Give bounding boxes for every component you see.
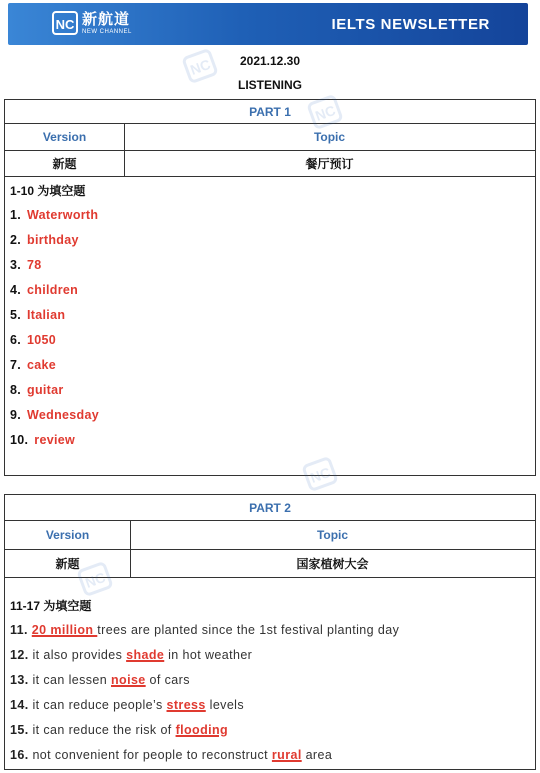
newsletter-title: IELTS NEWSLETTER <box>331 16 490 33</box>
sentence-item: 12. it also provides shade in hot weather <box>10 648 253 662</box>
answer-item: 4. children <box>10 283 79 297</box>
sentence-item: 15. it can reduce the risk of flooding <box>10 723 229 737</box>
part1-version-header: Version <box>42 130 87 144</box>
watermark-logo: NC <box>306 94 344 131</box>
answer-item: 6. 1050 <box>10 333 57 347</box>
sentence-item: 11. 20 million trees are planted since the 1st festival planting day <box>10 623 400 637</box>
sentence-item: 13. it can lessen noise of cars <box>10 673 190 687</box>
part2-title: PART 2 <box>249 500 291 515</box>
part1-topic-header: Topic <box>313 130 346 144</box>
watermark-logo: NC <box>76 561 114 598</box>
answer-item: 5. Italian <box>10 308 66 322</box>
logo-chinese-name: 新航道 <box>82 10 131 28</box>
new-channel-logo <box>52 11 132 35</box>
answer-item: 10. review <box>10 433 75 447</box>
answer-item: 3. 78 <box>10 258 42 272</box>
header-banner <box>8 3 528 45</box>
sentence-item: 16. not convenient for people to reconstruct rural area <box>10 748 333 762</box>
part2-topic-value: 国家植树大会 <box>296 557 369 571</box>
answer-item: 7. cake <box>10 358 57 372</box>
watermark-logo: NC <box>181 48 219 85</box>
answer-item: 8. guitar <box>10 383 64 397</box>
part2-subtitle: 11-17 为填空题 <box>10 599 92 613</box>
part1-topic-value: 餐厅预订 <box>305 157 354 171</box>
part1-info-row <box>5 151 535 177</box>
issue-date: 2021.12.30 <box>239 54 301 68</box>
part1-table <box>4 99 536 476</box>
part2-column-headers <box>5 521 535 550</box>
logo-english-name: NEW CHANNEL <box>82 28 132 35</box>
part1-subtitle: 1-10 为填空题 <box>10 184 86 198</box>
part2-version-value: 新题 <box>55 557 80 571</box>
sentence-item: 14. it can reduce people’s stress levels <box>10 698 244 712</box>
part2-topic-header: Topic <box>316 528 349 542</box>
part2-version-header: Version <box>45 528 90 542</box>
part2-info-row <box>5 550 535 578</box>
part2-table <box>4 494 536 770</box>
section-title: LISTENING <box>237 78 302 92</box>
watermark-logo: NC <box>301 456 339 493</box>
part1-header-row <box>5 100 535 124</box>
answer-item: 1. Waterworth <box>10 208 99 222</box>
part1-title: PART 1 <box>249 104 291 119</box>
part2-header-row <box>5 495 535 521</box>
part1-version-value: 新题 <box>52 157 77 171</box>
part1-column-headers <box>5 124 535 151</box>
nc-logo-icon: NC <box>52 11 78 35</box>
answer-item: 9. Wednesday <box>10 408 99 422</box>
answer-item: 2. birthday <box>10 233 79 247</box>
